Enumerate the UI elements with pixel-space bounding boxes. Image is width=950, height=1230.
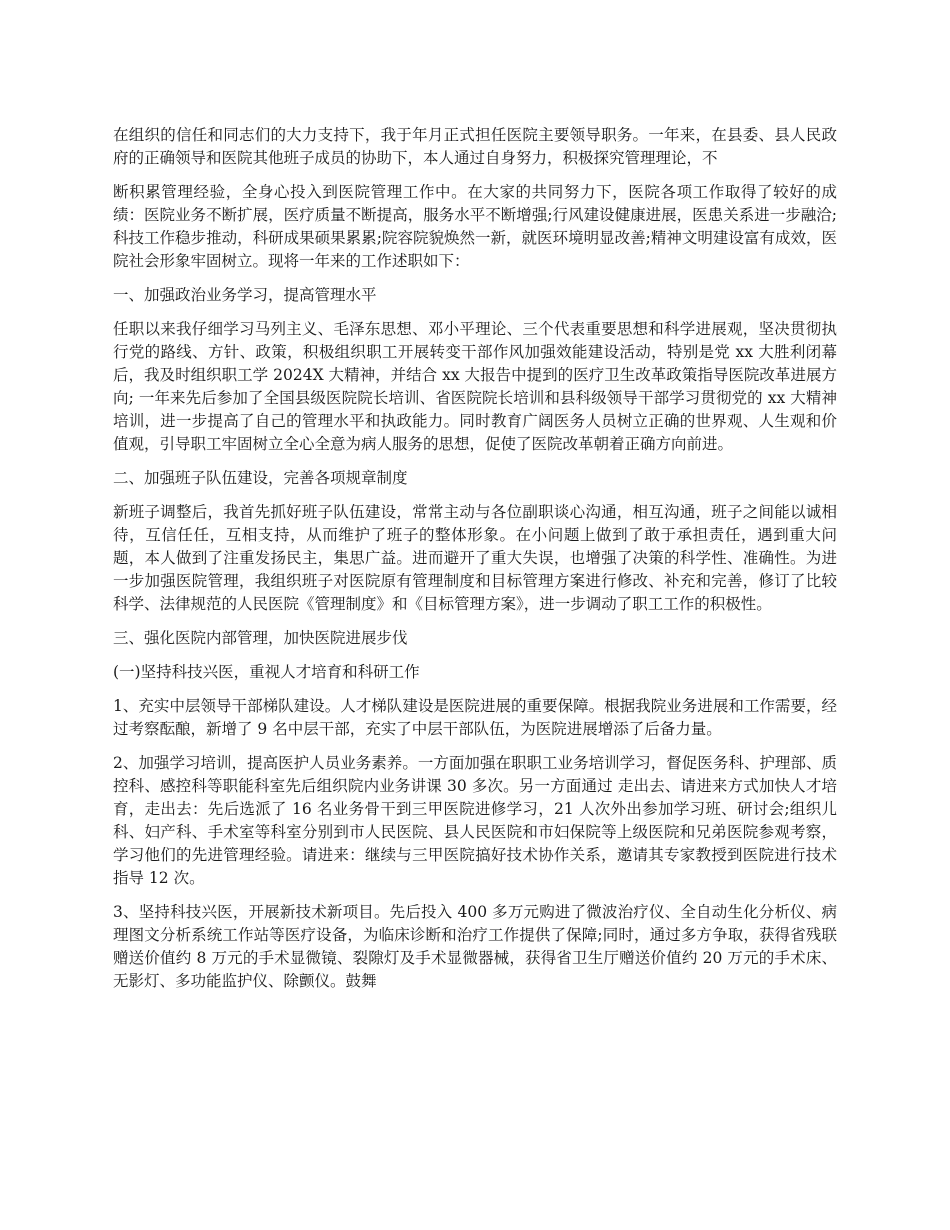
section-heading-3: 三、强化医院内部管理，加快医院进展步伐: [113, 629, 408, 647]
paragraph-summary: 断积累管理经验，全身心投入到医院管理工作中。在大家的共同努力下，医院各项工作取得了较好的成绩：医院业务不断扩展，医疗质量不断提高，服务水平不断增强;行风建设健康进展，医患关系进一步融洽;科技工作稳步推动，科研成果硕果累累;院容院貌焕然一新，就医环境明显改善;精神文明建设富有成效，医院社会形象牢固树立。现将一年来的工作述职如下：: [113, 183, 837, 270]
section-heading-1: 一、加强政治业务学习，提高管理水平: [113, 286, 377, 304]
paragraph-section-2: 新班子调整后，我首先抓好班子队伍建设，常常主动与各位副职谈心沟通，相互沟通，班子之间能以诚相待，互信任任，互相支持，从而维护了班子的整体形象。在小问题上做到了敢于承担责任，遇到重大问题，本人做到了注重发扬民主，集思广益。进而避开了重大失误，也增强了决策的科学性、准确性。为进一步加强医院管理，我组织班子对医院原有管理制度和目标管理方案进行修改、补充和完善，修订了比较科学、法律规范的人民医院《管理制度》和《目标管理方案》，进一步调动了职工工作的积极性。: [113, 503, 837, 613]
paragraph-section-1: 任职以来我仔细学习马列主义、毛泽东思想、邓小平理论、三个代表重要思想和科学进展观，坚决贯彻执行党的路线、方针、政策，积极组织职工开展转变干部作风加强效能建设活动，特别是党 xx 大胜利闭幕后，我及时组织职工学 2024X 大精神，并结合 xx 大报告中提到的医疗卫生改革政策指导医院改革进展方向; 一年来先后参加了全国县级医院院长培训、省医院院长培训和县科级领导干部学习贯彻党的 xx 大精神培训，进一步提高了自己的管理水平和执政能力。同时教育广阔医务人员树立正确的世界观、人生观和价值观，引导职工牢固树立全心全意为病人服务的思想，促使了医院改革朝着正确方向前进。: [113, 320, 837, 453]
paragraph-intro: 在组织的信任和同志们的大力支持下，我于年月正式担任医院主要领导职务。一年来，在县委、县人民政府的正确领导和医院其他班子成员的协助下，本人通过自身努力，积极探究管理理论，不: [113, 126, 837, 167]
document-body: [113, 124, 837, 1004]
section-heading-2: 二、加强班子队伍建设，完善各项规章制度: [113, 469, 408, 487]
list-item-3: 3、坚持科技兴医，开展新技术新项目。先后投入 400 多万元购进了微波治疗仪、全自动生化分析仪、病理图文分析系统工作站等医疗设备，为临床诊断和治疗工作提供了保障;同时，通过多方争取，获得省残联赠送价值约 8 万元的手术显微镜、裂隙灯及手术显微器械，获得省卫生厅赠送价值约 20 万元的手术床、无影灯、多功能监护仪、除颤仪。鼓舞: [113, 903, 837, 990]
subsection-heading-3-1: (一)坚持科技兴医，重视人才培育和科研工作: [113, 663, 420, 681]
list-item-1: 1、充实中层领导干部梯队建设。人才梯队建设是医院进展的重要保障。根据我院业务进展和工作需要，经过考察酝酿，新增了 9 名中层干部，充实了中层干部队伍，为医院进展增添了后备力量。: [113, 697, 837, 738]
list-item-2: 2、加强学习培训，提高医护人员业务素养。一方面加强在职职工业务培训学习，督促医务科、护理部、质控科、感控科等职能科室先后组织院内业务讲课 30 多次。另一方面通过 走出去、请进来方式加快人才培育，走出去：先后选派了 16 名业务骨干到三甲医院进修学习，21 人次外出参加学习班、研讨会;组织儿科、妇产科、手术室等科室分别到市人民医院、县人民医院和市妇保院等上级医院和兄弟医院参观考察，学习他们的先进管理经验。请进来：继续与三甲医院搞好技术协作关系，邀请其专家教授到医院进行技术指导 12 次。: [113, 754, 837, 887]
